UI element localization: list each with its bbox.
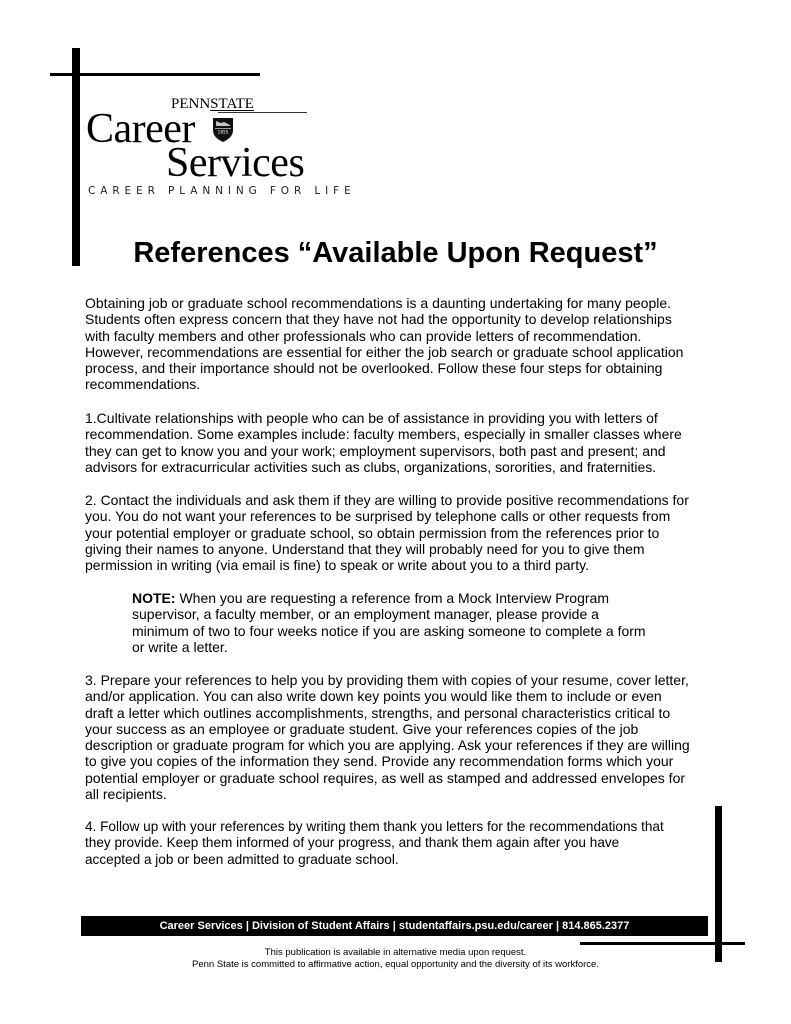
top-left-horizontal-rule: [50, 73, 260, 76]
text-line: [132, 590, 672, 606]
text-line: recommendations.: [85, 376, 201, 393]
text-line: potential employer or graduate school requires, as well as stamped and addressed envelopes for: [85, 769, 686, 786]
text-line: your potential employer or graduate school, so obtain permission from the references prior to: [85, 524, 660, 541]
text-line: 2. Contact the individuals and ask them if they are willing to provide positive recommendations for: [85, 492, 689, 508]
step-4-paragraph: [85, 819, 725, 868]
text-line: process, and their importance should not be overlooked. Follow these four steps for obtaining: [85, 360, 663, 377]
logo-services: Services: [166, 140, 305, 186]
tagline: CAREER PLANNING FOR LIFE: [88, 185, 356, 197]
footer-equal-opportunity-note: Penn State is committed to affirmative action, equal opportunity and the diversity of its workforce.: [192, 959, 599, 970]
text-line: you. You do not want your references to be surprised by telephone calls or other requests from: [85, 508, 671, 525]
text-line: minimum of two to four weeks notice if you are asking someone to complete a form: [132, 622, 646, 639]
text-line: 1.Cultivate relationships with people who can be of assistance in providing you with letters of: [85, 410, 658, 426]
text-line: accepted a job or been admitted to graduate school.: [85, 851, 399, 867]
intro-paragraph: [85, 295, 725, 393]
text-line: to give you copies of the information they send. Provide any recommendation forms which your: [85, 753, 674, 770]
logo-rule: [218, 112, 307, 113]
text-line: with faculty members and other professionals who can provide letters of recommendation.: [85, 327, 642, 344]
text-line: recommendation. Some examples include: faculty members, especially in smaller classes where: [85, 426, 682, 443]
note-block: [132, 590, 672, 655]
text-line: draft a letter which outlines accomplishments, strengths, and personal characteristics critical to: [85, 704, 671, 721]
text-line: permission in writing (via email is fine) to speak or write about you to a third party.: [85, 557, 589, 574]
page-title: References “Available Upon Request”: [133, 237, 658, 269]
text-line: they can get to know you and your work; employment supervisors, both past and present; and: [85, 442, 666, 459]
text-line: However, recommendations are essential for either the job search or graduate school application: [85, 343, 684, 360]
footer-alt-media-note: This publication is available in alternative media upon request.: [264, 947, 527, 958]
svg-text:1855: 1855: [217, 129, 229, 135]
text-line: 4. Follow up with your references by writing them thank you letters for the recommendations that: [85, 819, 664, 834]
step-1-paragraph: [85, 410, 725, 475]
text-line: your success as an employee or graduate student. Give your references copies of the job: [85, 720, 639, 737]
logo-career: Career: [86, 106, 195, 152]
text-line: description or graduate program for which you are applying. Ask your references if they are willing: [85, 737, 690, 754]
bottom-right-horizontal-rule: [580, 942, 745, 945]
note-label: NOTE:: [132, 590, 176, 606]
text-line: advisors for extracurricular activities such as clubs, organizations, sororities, and fraternities.: [85, 458, 657, 475]
text-line: and/or application. You can also write down key points you would like them to include or even: [85, 688, 662, 705]
step-3-paragraph: [85, 672, 725, 802]
text-line: or write a letter.: [132, 638, 228, 655]
text-line: giving their names to anyone. Understand that they will probably need for you to give them: [85, 540, 645, 557]
wordmark-penn: PENN: [171, 96, 211, 112]
text-line: they provide. Keep them informed of your progress, and thank them again after you have: [85, 835, 620, 851]
text-line: 3. Prepare your references to help you by providing them with copies of your resume, cover letter,: [85, 672, 689, 688]
text-line: supervisor, a faculty member, or an employment manager, please provide a: [132, 606, 599, 623]
text-line: all recipients.: [85, 786, 167, 803]
wordmark-state: STATE: [210, 96, 254, 112]
note-text: When you are requesting a reference from a Mock Interview Program: [175, 590, 609, 606]
text-line: Students often express concern that they have not had the opportunity to develop relationships: [85, 311, 672, 328]
footer-contact-bar: Career Services | Division of Student Affairs | studentaffairs.psu.edu/career | 814.865.2377: [81, 916, 708, 936]
text-line: Obtaining job or graduate school recommendations is a daunting undertaking for many people.: [85, 295, 672, 311]
step-2-paragraph: [85, 492, 725, 573]
